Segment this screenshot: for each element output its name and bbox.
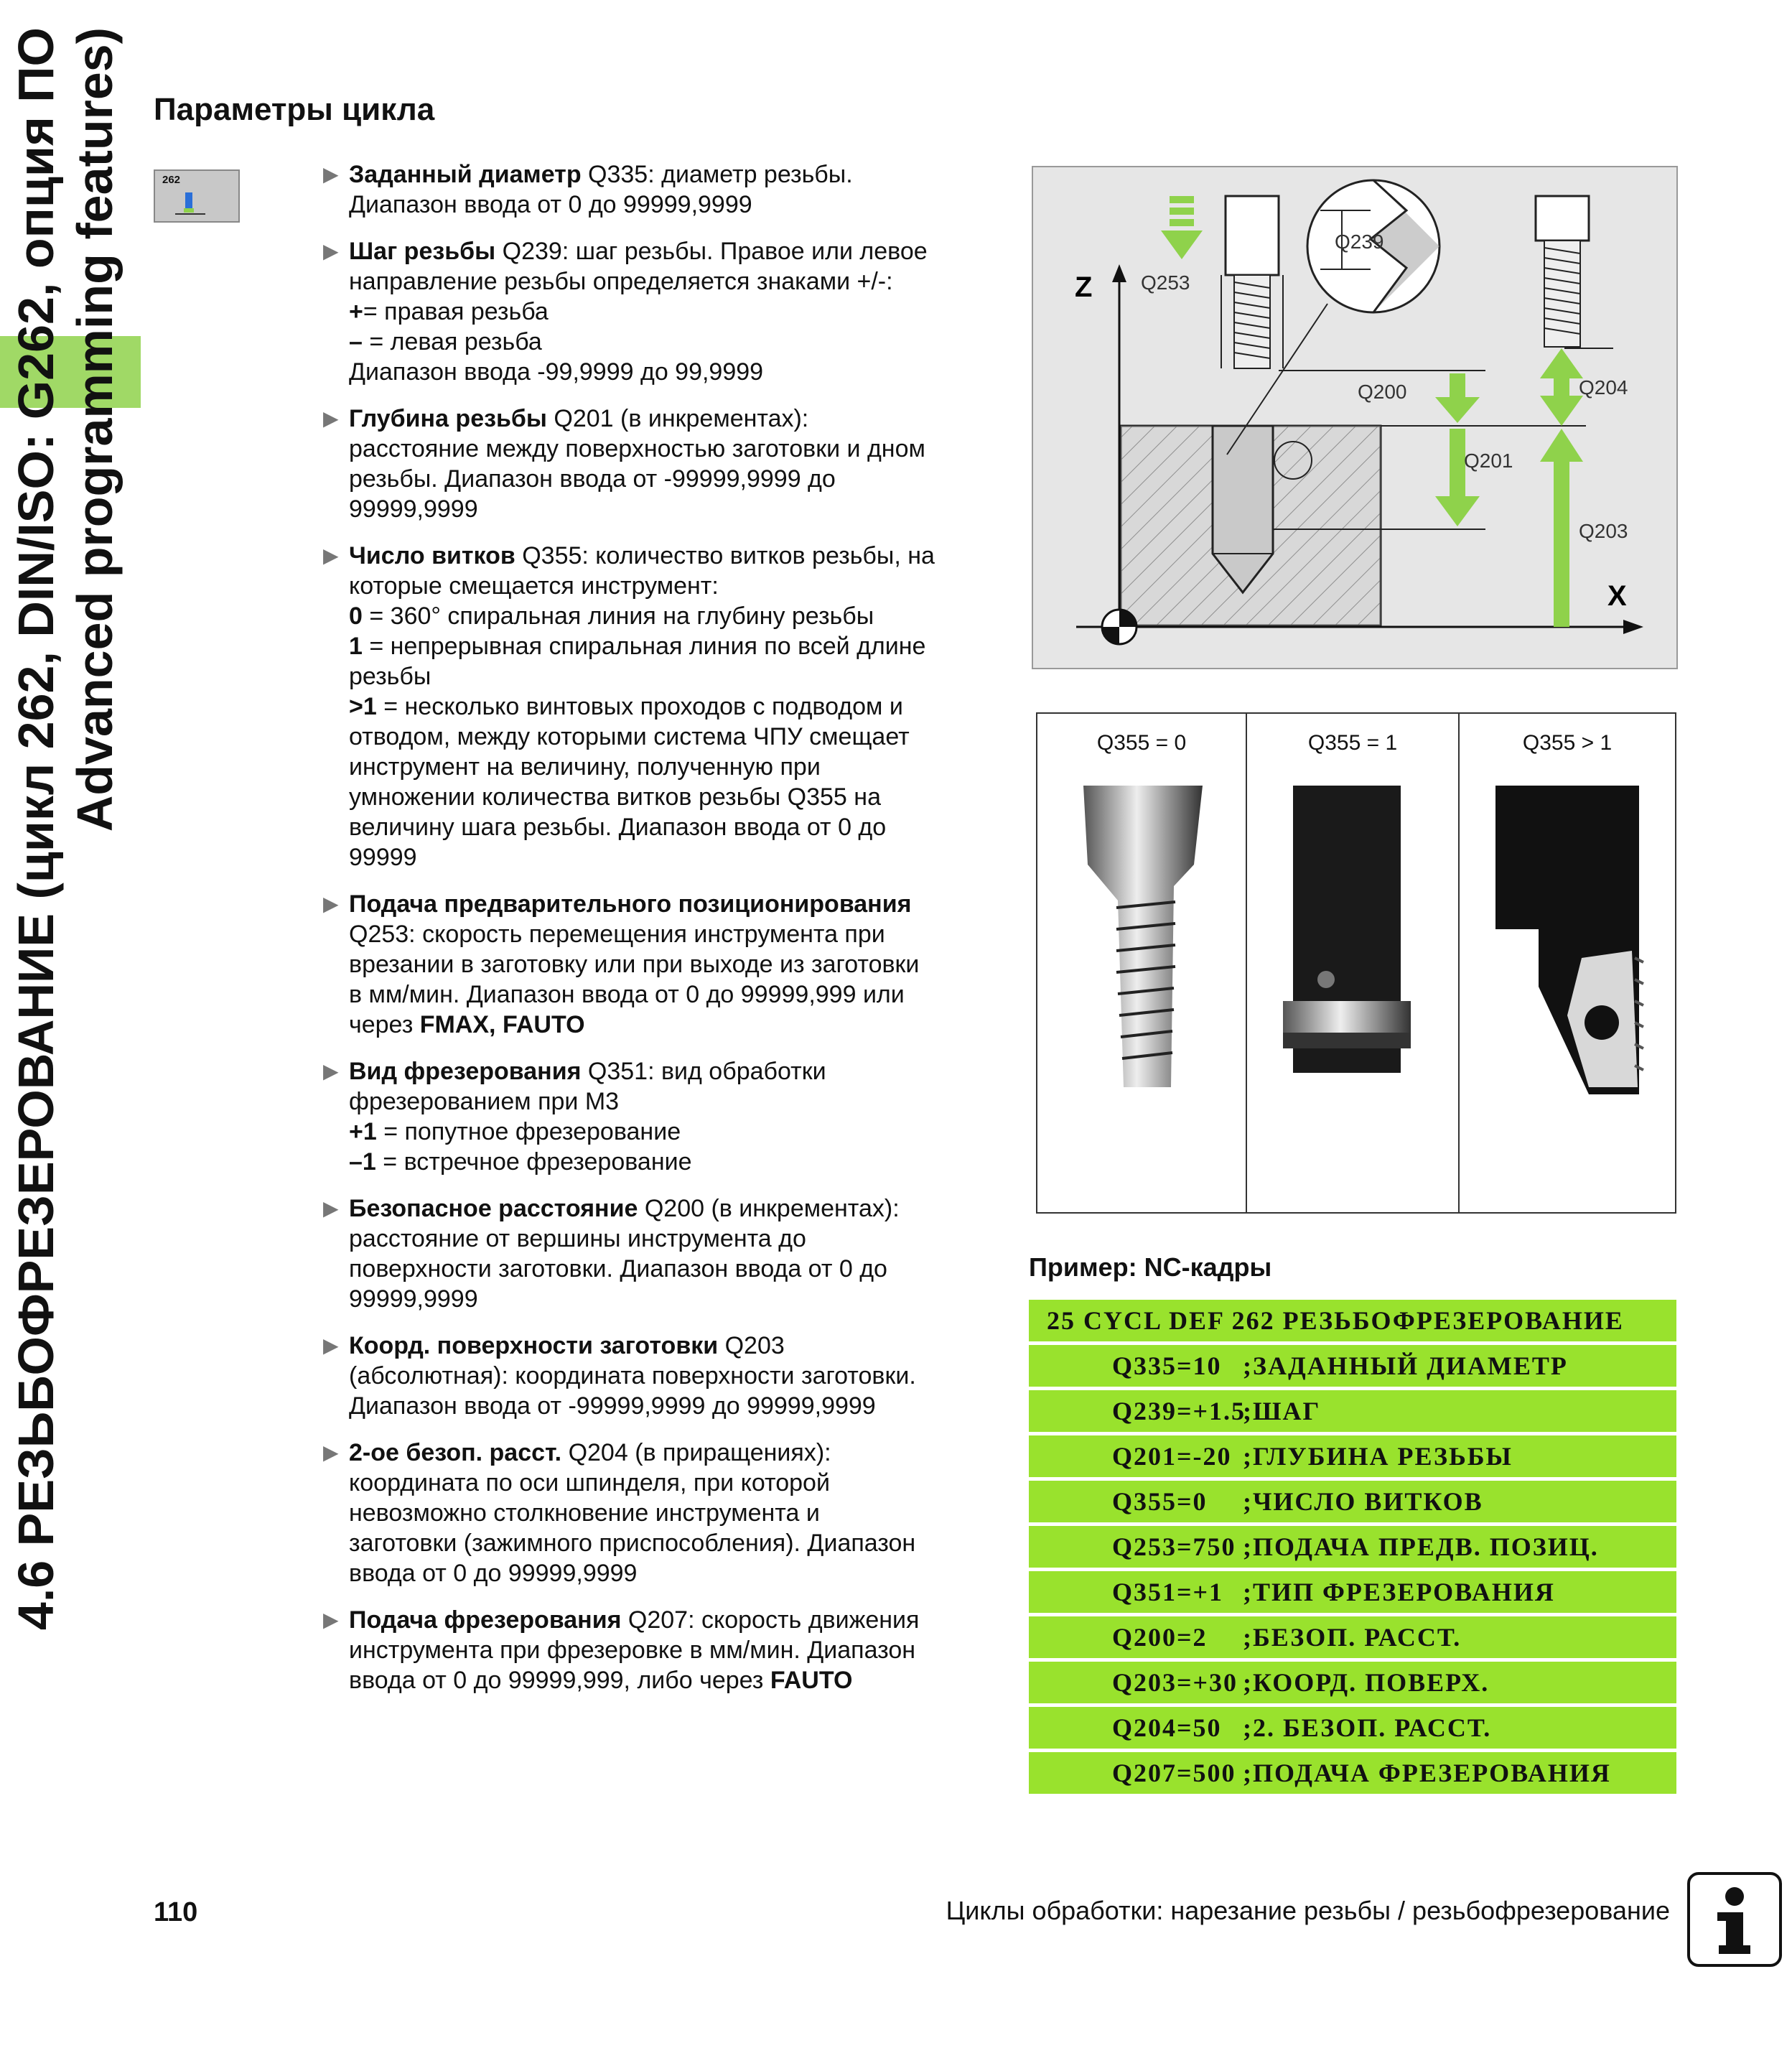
svg-text:Q204: Q204	[1579, 376, 1628, 399]
nc-code: Q239=+1.5	[1112, 1397, 1246, 1425]
parameter-text: направление резьбы определяется знаками +/-:	[349, 268, 893, 295]
parameter-text: инструмента при фрезеровке в мм/мин. Диапазон	[349, 1637, 916, 1664]
nc-line	[1029, 1571, 1676, 1613]
parameter-text: 1 = непрерывная спиральная линия по всей длине	[349, 633, 926, 660]
parameter-list	[323, 159, 998, 1712]
bullet-arrow-icon: ▶	[323, 544, 339, 567]
parameter-text: Q207: скорость движения	[621, 1606, 920, 1634]
page-number: 110	[154, 1897, 198, 1927]
parameter-item	[323, 1331, 998, 1421]
tool-thread-1	[1221, 275, 1283, 368]
example-title: Пример: NC-кадры	[1029, 1252, 1272, 1282]
nc-code: Q201=-20	[1112, 1442, 1232, 1471]
nc-line	[1029, 1707, 1676, 1749]
footer-text: Циклы обработки: нарезание резьбы / резьбофрезерование	[946, 1896, 1670, 1925]
parameter-text: Диапазон ввода от -99999,9999 до 99999,9999	[349, 1392, 876, 1420]
section-title: Параметры цикла	[154, 92, 435, 127]
parameter-text: расстояние от вершины инструмента до	[349, 1225, 806, 1252]
nc-comment: ;ШАГ	[1243, 1397, 1321, 1425]
nc-comment: ;ГЛУБИНА РЕЗЬБЫ	[1243, 1442, 1513, 1471]
nc-program-block	[1029, 1300, 1676, 1797]
cycle-262-icon	[154, 169, 240, 223]
nc-code: Q204=50	[1112, 1713, 1222, 1742]
q203-arrow	[1540, 429, 1583, 462]
svg-text:Q200: Q200	[1358, 381, 1407, 403]
svg-text:Q203: Q203	[1579, 520, 1628, 542]
parameter-item	[323, 889, 998, 1040]
q204-arrow	[1540, 396, 1583, 426]
tool-shank-1	[1226, 196, 1279, 275]
bullet-arrow-icon: ▶	[323, 893, 339, 915]
parameter-text: 99999	[349, 844, 417, 871]
parameter-text: фрезерованием при M3	[349, 1088, 620, 1115]
cycle-diagram	[1032, 166, 1678, 669]
parameter-name: Вид фрезерования	[349, 1058, 582, 1085]
bullet-arrow-icon: ▶	[323, 1197, 339, 1219]
nc-code: Q200=2	[1112, 1623, 1208, 1652]
z-label: Z	[1075, 271, 1093, 303]
nc-comment: ;БЕЗОП. РАССТ.	[1243, 1623, 1462, 1652]
tool-label: Q355 = 1	[1307, 731, 1398, 755]
parameter-text: величину шага резьбы. Диапазон ввода от 0 до	[349, 814, 887, 841]
nc-code: Q253=750	[1112, 1532, 1236, 1561]
parameter-text: отводом, между которыми система ЧПУ смещает	[349, 723, 910, 750]
parameter-text: Q201 (в инкрементах):	[546, 405, 809, 432]
parameter-text: резьбы	[349, 663, 431, 690]
nc-line	[1029, 1526, 1676, 1568]
parameter-text: Q239: шаг резьбы. Правое или левое	[495, 238, 928, 265]
q253-arrow	[1161, 231, 1203, 259]
nc-line	[1029, 1435, 1676, 1477]
parameter-text: Q335: диаметр резьбы.	[581, 161, 853, 188]
parameter-text: поверхности заготовки. Диапазон ввода от 0 до	[349, 1255, 887, 1283]
chapter-heading-line1: 4.6 РЕЗЬБОФРЕЗЕРОВАНИЕ (цикл 262, DIN/ISO: G262, опция ПО	[8, 27, 64, 1631]
chapter-heading-line2: Advanced programming features)	[67, 27, 123, 832]
bullet-arrow-icon: ▶	[323, 1334, 339, 1356]
parameter-item	[323, 159, 998, 220]
parameter-item	[323, 236, 998, 387]
nc-comment: ;ТИП ФРЕЗЕРОВАНИЯ	[1243, 1578, 1555, 1606]
tool-thread-2	[1544, 241, 1580, 347]
x-label: X	[1607, 580, 1627, 612]
parameter-name: Подача предварительного позиционирования	[349, 890, 912, 918]
bullet-arrow-icon: ▶	[323, 1441, 339, 1463]
parameter-text: Q355: количество витков резьбы, на	[515, 542, 935, 569]
parameter-text: Диапазон ввода от 0 до 99999,9999	[349, 191, 752, 218]
parameter-name: Подача фрезерования	[349, 1606, 622, 1634]
parameter-text: которые смещается инструмент:	[349, 572, 719, 600]
parameter-text: инструмент на величину, полученную при	[349, 753, 821, 781]
tool-column-q355-gt1	[1460, 714, 1675, 1212]
nc-line	[1029, 1752, 1676, 1794]
tool-types-figure	[1036, 712, 1676, 1214]
tool-column-q355-1	[1247, 714, 1460, 1212]
cycle-icon-label: 262	[162, 174, 181, 186]
parameter-text: расстояние между поверхностью заготовки и дном	[349, 435, 925, 462]
nc-line	[1029, 1390, 1676, 1432]
svg-text:Q253: Q253	[1141, 271, 1190, 294]
nc-code: Q207=500	[1112, 1759, 1236, 1787]
nc-line	[1029, 1481, 1676, 1522]
svg-text:Q239: Q239	[1335, 231, 1384, 253]
nc-line	[1029, 1300, 1676, 1341]
parameter-text: ввода от 0 до 99999,999, либо через FAUTO	[349, 1667, 853, 1694]
parameter-name: 2-ое безоп. расст.	[349, 1439, 562, 1466]
bullet-arrow-icon: ▶	[323, 240, 339, 262]
parameter-text: координата по оси шпинделя, при которой	[349, 1469, 830, 1497]
parameter-text: += правая резьба	[349, 298, 549, 325]
bullet-arrow-icon: ▶	[323, 407, 339, 429]
nc-line	[1029, 1662, 1676, 1703]
nc-code: Q335=10	[1112, 1351, 1222, 1380]
nc-line	[1029, 1345, 1676, 1387]
parameter-name: Шаг резьбы	[349, 238, 496, 265]
parameter-text: >1 = несколько винтовых проходов с подводом и	[349, 693, 903, 720]
parameter-text: ввода от 0 до 99999,9999	[349, 1560, 638, 1587]
parameter-text: +1 = попутное фрезерование	[349, 1118, 681, 1145]
nc-code: 25 CYCL DEF 262 РЕЗЬБОФРЕЗЕРОВАНИЕ	[1047, 1306, 1624, 1335]
bullet-arrow-icon: ▶	[323, 163, 339, 185]
tool-column-q355-0	[1037, 714, 1247, 1212]
nc-comment: ;ПОДАЧА ФРЕЗЕРОВАНИЯ	[1243, 1759, 1611, 1787]
chapter-heading	[0, 0, 154, 1659]
nc-code: Q203=+30	[1112, 1668, 1238, 1697]
parameter-text: умножении количества витков резьбы Q355 на	[349, 783, 881, 811]
parameter-text: невозможно столкновение инструмента и	[349, 1499, 820, 1527]
parameter-text: 99999,9999	[349, 495, 478, 523]
parameter-text: в мм/мин. Диапазон ввода от 0 до 99999,999 или	[349, 981, 905, 1008]
tool-label: Q355 > 1	[1522, 731, 1613, 755]
parameter-text: 0 = 360° спиральная линия на глубину резьбы	[349, 602, 874, 630]
parameter-text: 99999,9999	[349, 1285, 478, 1313]
parameter-text: –1 = встречное фрезерование	[349, 1148, 692, 1176]
parameter-text: резьбы. Диапазон ввода от -99999,9999 до	[349, 465, 836, 493]
parameter-item	[323, 1056, 998, 1177]
parameter-text: (абсолютная): координата поверхности заготовки.	[349, 1362, 916, 1390]
parameter-item	[323, 1605, 998, 1695]
parameter-name: Заданный диаметр	[349, 161, 582, 188]
svg-text:Q201: Q201	[1464, 450, 1513, 472]
parameter-text: Q253: скорость перемещения инструмента при	[349, 921, 885, 948]
indexable-tool-photo	[1495, 786, 1639, 929]
parameter-item	[323, 541, 998, 872]
nc-comment: ;2. БЕЗОП. РАССТ.	[1243, 1713, 1492, 1742]
nc-line	[1029, 1616, 1676, 1658]
nc-comment: ;ЧИСЛО ВИТКОВ	[1243, 1487, 1483, 1516]
bullet-arrow-icon: ▶	[323, 1609, 339, 1631]
parameter-text: врезании в заготовку или при выходе из заготовки	[349, 951, 920, 978]
parameter-item	[323, 1438, 998, 1588]
parameter-text: – = левая резьба	[349, 328, 542, 355]
parameter-text: Q200 (в инкрементах):	[638, 1195, 900, 1222]
parameter-text: Q351: вид обработки	[581, 1058, 826, 1085]
nc-code: Q355=0	[1112, 1487, 1208, 1516]
parameter-text: Q203	[718, 1332, 785, 1359]
thread-mill-tool-photo	[1083, 786, 1203, 1087]
tool-label: Q355 = 0	[1096, 731, 1187, 755]
nc-comment: ;ПОДАЧА ПРЕДВ. ПОЗИЦ.	[1243, 1532, 1599, 1561]
q201-arrow	[1435, 496, 1480, 526]
tool-shank-2	[1536, 196, 1589, 241]
info-icon[interactable]	[1687, 1872, 1782, 1967]
parameter-text: через FMAX, FAUTO	[349, 1011, 585, 1038]
parameter-text: Q204 (в приращениях):	[561, 1439, 831, 1466]
nc-comment: ;ЗАДАННЫЙ ДИАМЕТР	[1243, 1351, 1568, 1380]
parameter-name: Безопасное расстояние	[349, 1195, 638, 1222]
nc-code: Q351=+1	[1112, 1578, 1224, 1606]
parameter-name: Глубина резьбы	[349, 405, 547, 432]
parameter-name: Коорд. поверхности заготовки	[349, 1332, 719, 1359]
parameter-item	[323, 1193, 998, 1314]
parameter-text: Диапазон ввода -99,9999 до 99,9999	[349, 358, 764, 386]
nc-comment: ;КООРД. ПОВЕРХ.	[1243, 1668, 1490, 1697]
bullet-arrow-icon: ▶	[323, 1060, 339, 1082]
q200-arrow	[1435, 397, 1480, 423]
parameter-item	[323, 404, 998, 524]
parameter-name: Число витков	[349, 542, 515, 569]
parameter-text: заготовки (зажимного приспособления). Диапазон	[349, 1530, 916, 1557]
